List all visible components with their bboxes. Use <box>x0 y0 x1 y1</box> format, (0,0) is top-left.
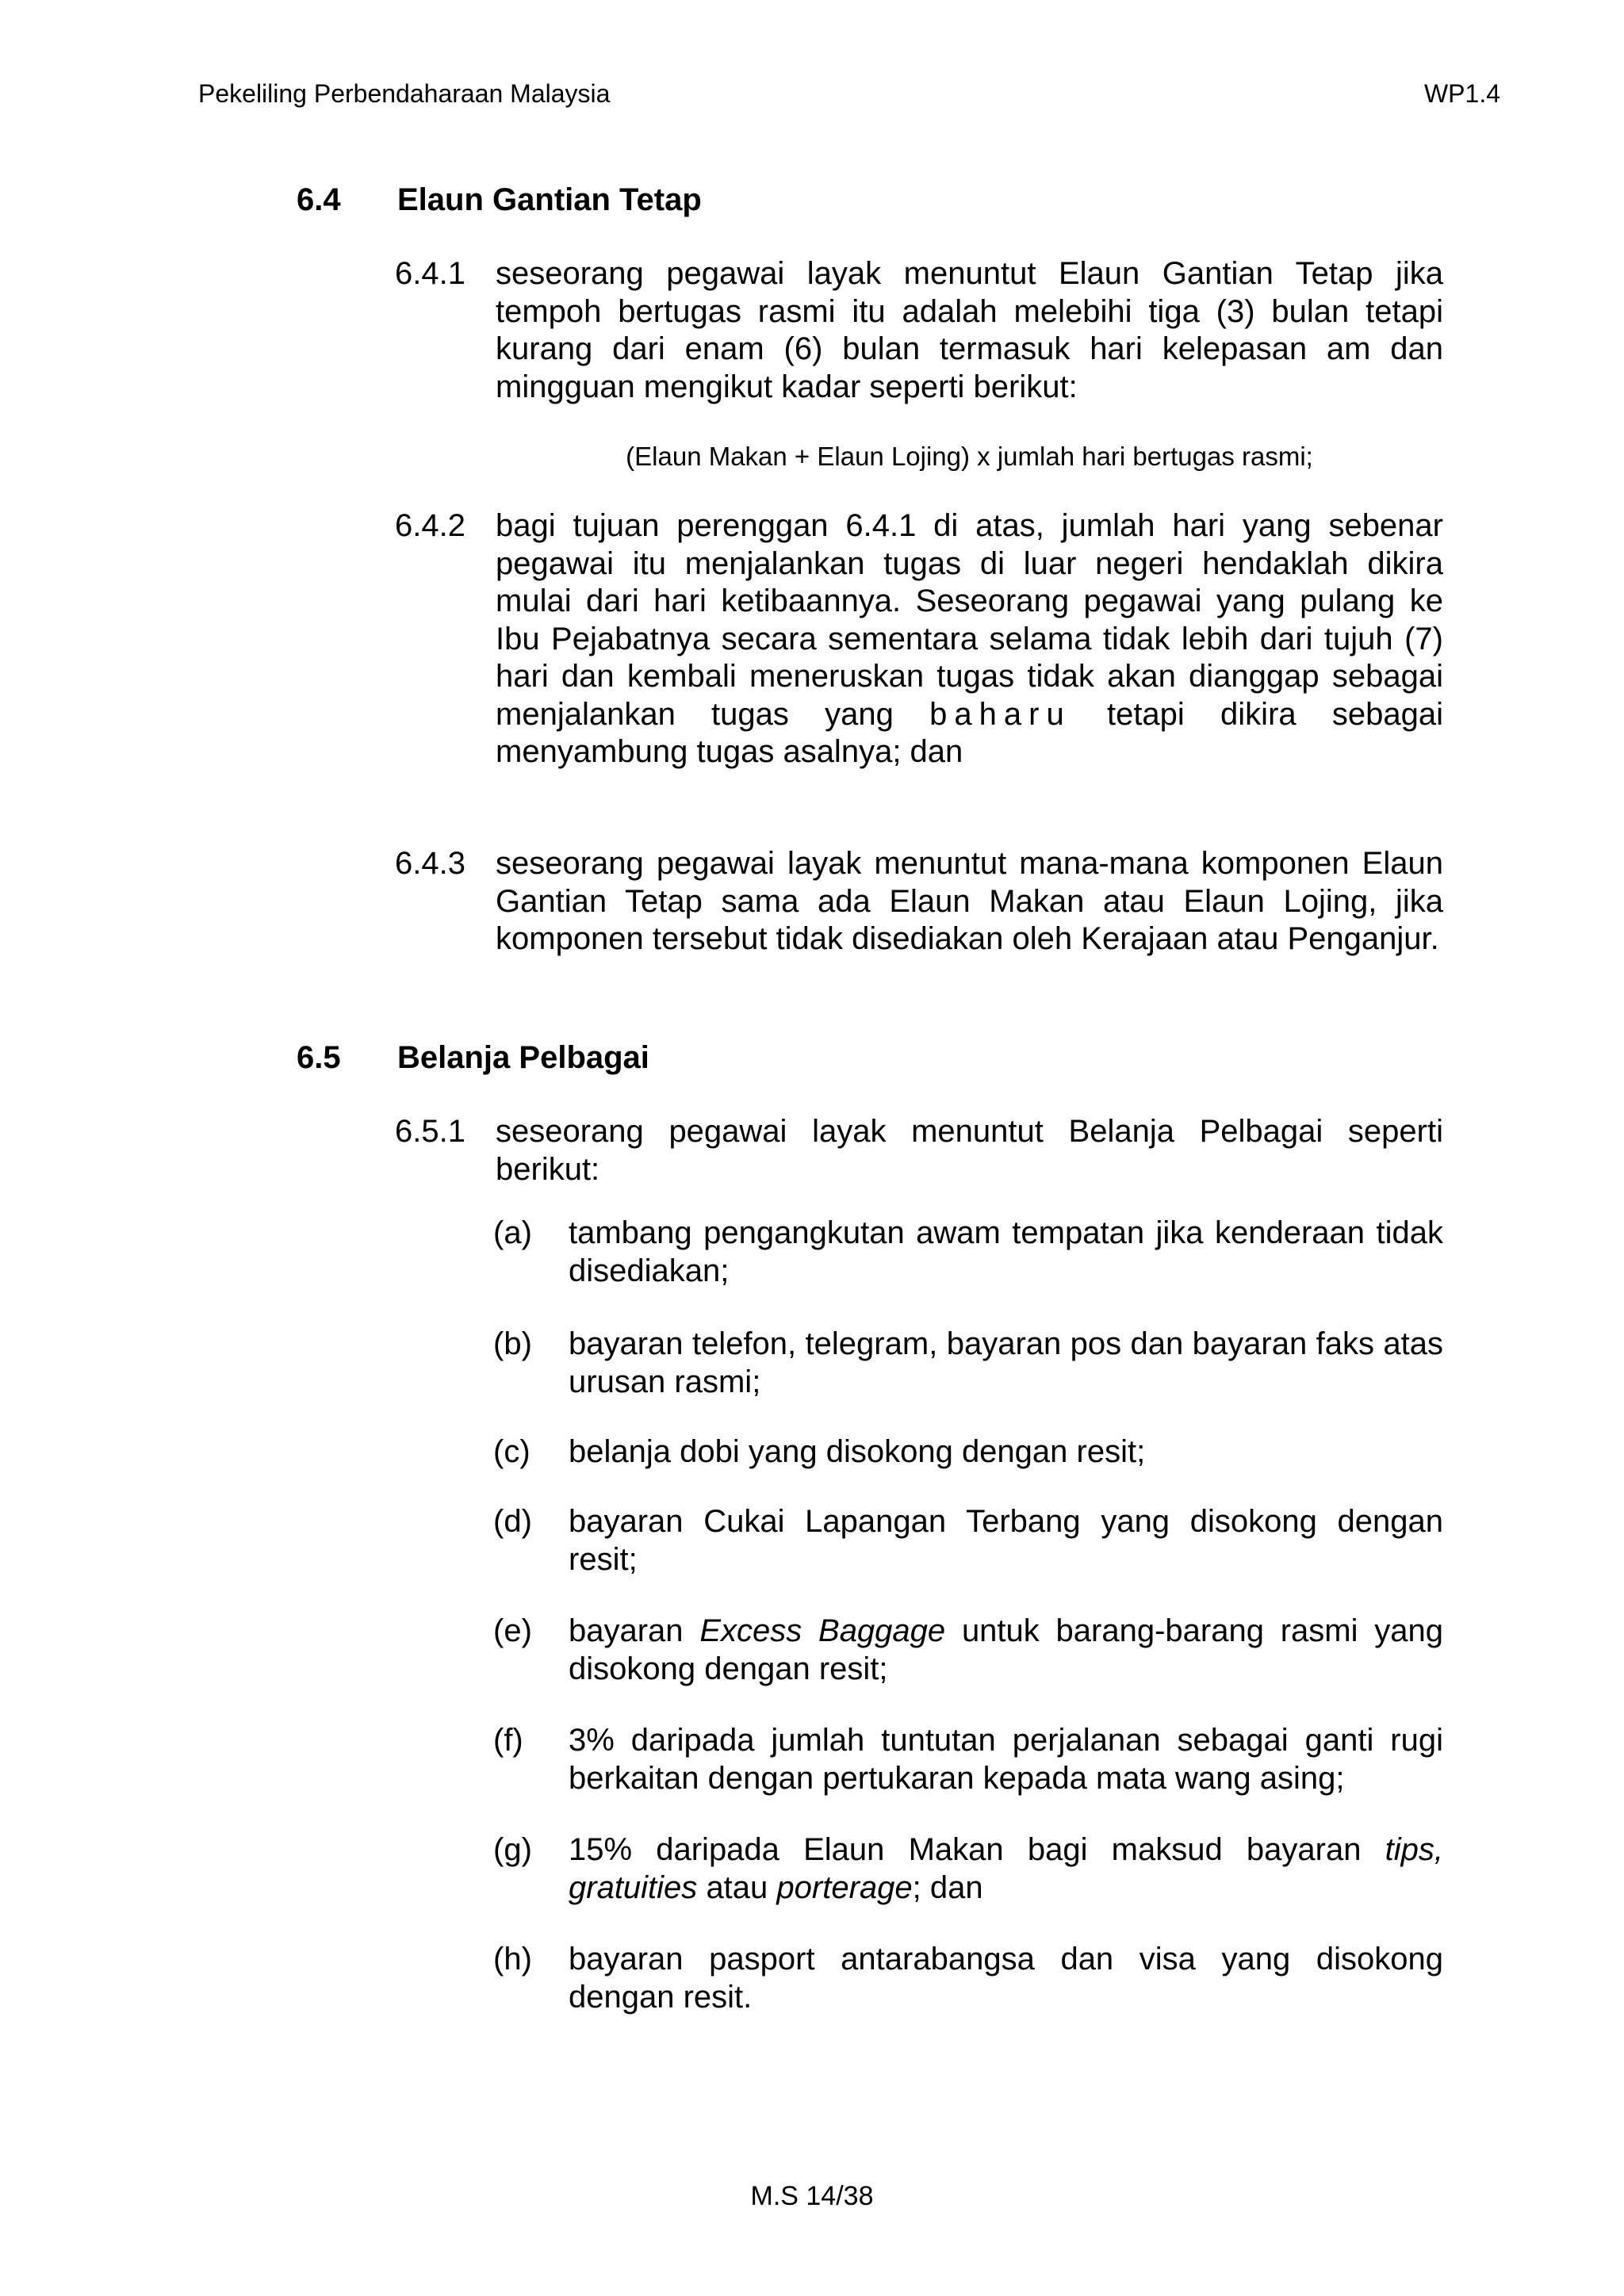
list-item-e <box>493 1613 1443 1688</box>
item-text-part: bayaran <box>569 1613 684 1648</box>
paragraph-number: 6.4.2 <box>395 508 465 543</box>
list-item-c <box>493 1433 1443 1471</box>
item-label: (c) <box>493 1434 530 1469</box>
list-item-b <box>493 1326 1443 1401</box>
item-label: (d) <box>493 1504 532 1539</box>
header-title: Pekeliling Perbendaharaan Malaysia <box>198 79 611 108</box>
list-item-a <box>493 1215 1443 1290</box>
item-text: belanja dobi yang disokong dengan resit; <box>569 1434 1146 1469</box>
list-item-h <box>493 1941 1443 2016</box>
section-number: 6.4 <box>297 182 341 217</box>
section-heading-6-4 <box>297 181 702 219</box>
paragraph-6-4-2 <box>395 507 1443 771</box>
list-item-d <box>493 1503 1443 1578</box>
formula: (Elaun Makan + Elaun Lojing) x jumlah hari bertugas rasmi; <box>626 442 1313 471</box>
item-text: bayaran pasport antarabangsa dan visa yang disokong dengan resit. <box>569 1942 1443 2015</box>
section-heading-6-5 <box>297 1039 649 1077</box>
paragraph-text-part: tetapi dikira sebagai menyambung tugas asalnya; dan <box>496 696 1443 769</box>
item-text-italic: Excess Baggage <box>699 1613 946 1648</box>
item-label: (h) <box>493 1942 532 1976</box>
paragraph-text <box>496 507 1443 771</box>
list-item-g <box>493 1831 1443 1907</box>
item-label: (e) <box>493 1613 532 1648</box>
page-number: M.S 14/38 <box>750 2181 874 2211</box>
item-text-part: ; dan <box>912 1869 983 1905</box>
list-item-f <box>493 1722 1443 1797</box>
paragraph-text-part: bagi tujuan perenggan 6.4.1 di atas, jumlah hari yang sebenar pegawai itu menjalankan tugas di luar negeri hendaklah dikira mulai dari hari ketibaannya. Seseorang pegawai yang pulang ke Ibu Pejabatnya secara sementara selama tidak lebih dari tujuh (7) hari dan kembali meneruskan tugas tidak akan dianggap sebagai menjalankan tugas yang <box>496 508 1443 732</box>
paragraph-6-5-1 <box>395 1113 1443 1188</box>
section-title: Elaun Gantian Tetap <box>397 182 702 217</box>
item-text-part: 15% daripada Elaun Makan bagi maksud bayaran <box>569 1832 1362 1867</box>
item-text-italic: porterage <box>776 1869 913 1905</box>
paragraph-6-4-3 <box>395 845 1443 959</box>
item-text <box>569 1613 1443 1688</box>
item-label: (f) <box>493 1723 523 1758</box>
item-text: tambang pengangkutan awam tempatan jika kenderaan tidak disediakan; <box>569 1215 1443 1288</box>
item-text-part: untuk barang-barang rasmi yang disokong dengan resit; <box>569 1613 1443 1686</box>
section-number: 6.5 <box>297 1040 341 1075</box>
item-text-part: atau <box>706 1869 768 1905</box>
item-text <box>569 1831 1443 1907</box>
item-label: (a) <box>493 1215 532 1250</box>
header-doc-code: WP1.4 <box>1423 79 1500 108</box>
paragraph-text: seseorang pegawai layak menuntut Elaun Gantian Tetap jika tempoh bertugas rasmi itu adalah melebihi tiga (3) bulan tetapi kurang dari enam (6) bulan termasuk hari kelepasan am dan mingguan mengikut kadar seperti berikut: <box>496 256 1443 404</box>
item-text: bayaran telefon, telegram, bayaran pos dan bayaran faks atas urusan rasmi; <box>569 1326 1443 1399</box>
paragraph-text: seseorang pegawai layak menuntut mana-mana komponen Elaun Gantian Tetap sama ada Elaun Makan atau Elaun Lojing, jika komponen tersebut tidak disediakan oleh Kerajaan atau Penganjur. <box>496 846 1443 956</box>
item-label: (g) <box>493 1832 532 1867</box>
paragraph-number: 6.4.1 <box>395 256 465 291</box>
item-text: 3% daripada jumlah tuntutan perjalanan sebagai ganti rugi berkaitan dengan pertukaran kepada mata wang asing; <box>569 1723 1443 1796</box>
paragraph-number: 6.4.3 <box>395 846 465 881</box>
spaced-word: baharu <box>929 696 1071 732</box>
paragraph-number: 6.5.1 <box>395 1114 465 1149</box>
section-title: Belanja Pelbagai <box>397 1040 649 1075</box>
item-label: (b) <box>493 1326 532 1361</box>
paragraph-6-4-1 <box>395 255 1443 406</box>
page-header <box>198 78 1500 109</box>
paragraph-text: seseorang pegawai layak menuntut Belanja Pelbagai seperti berikut: <box>496 1114 1443 1187</box>
item-text-italic: tips, gratuities <box>569 1832 1443 1905</box>
item-text: bayaran Cukai Lapangan Terbang yang disokong dengan resit; <box>569 1504 1443 1577</box>
